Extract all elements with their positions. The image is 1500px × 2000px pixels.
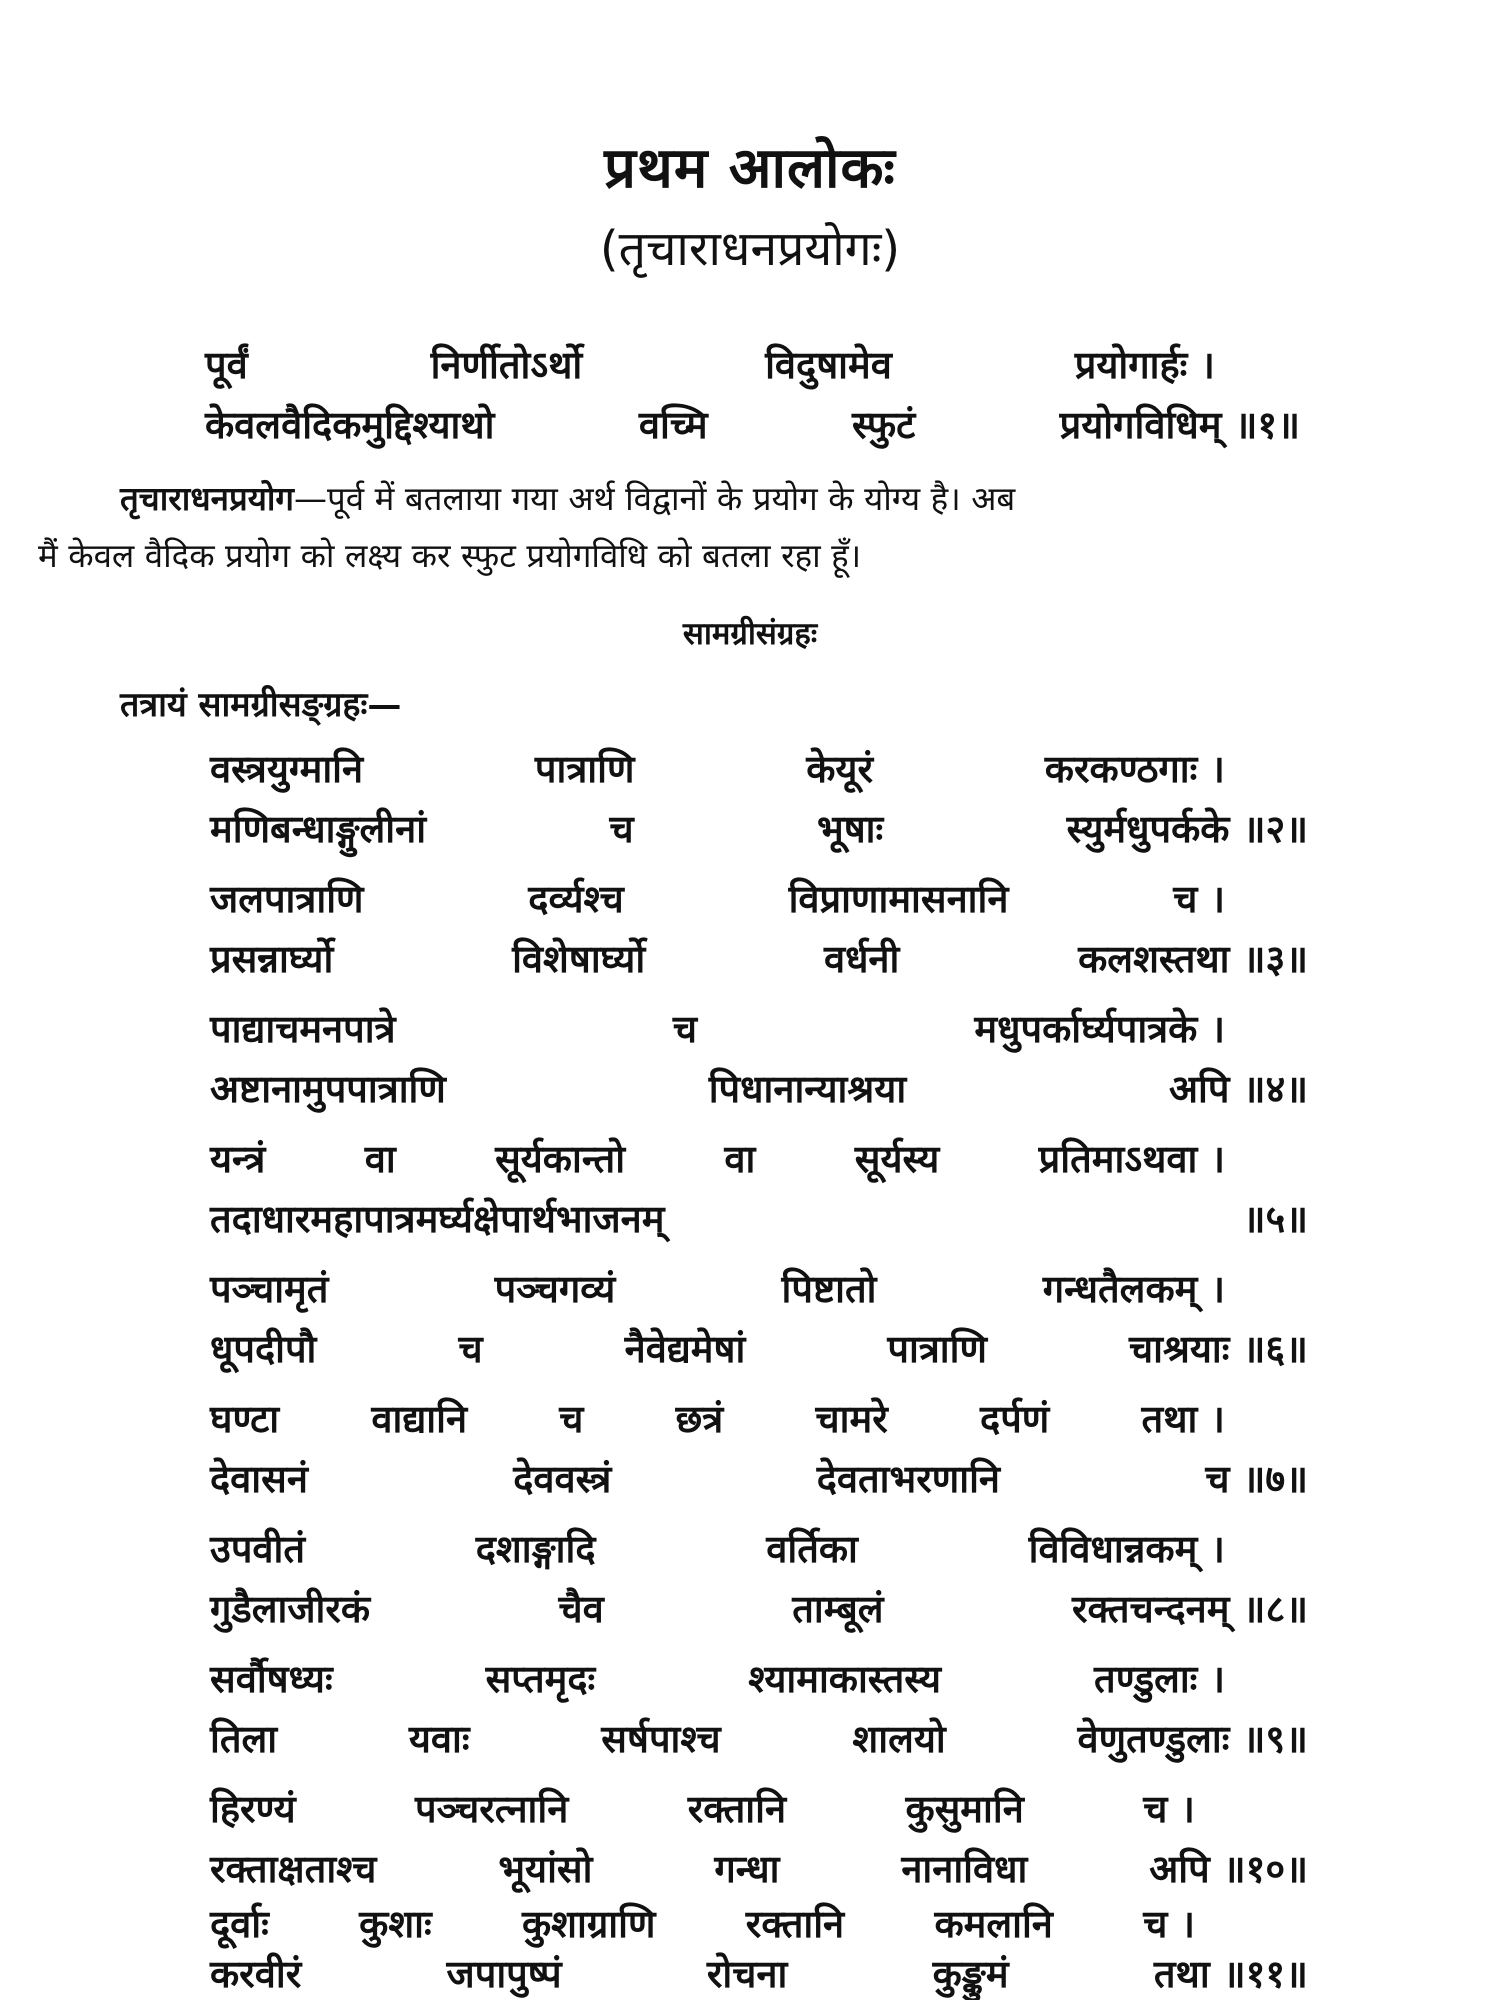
word: वर्तिका bbox=[766, 1526, 858, 1571]
word: यवाः bbox=[408, 1716, 470, 1761]
word: तदाधारमहापात्रमर्घ्यक्षेपार्थभाजनम् bbox=[210, 1196, 665, 1241]
word: च । bbox=[1143, 1901, 1195, 1946]
word: सूर्यस्य bbox=[854, 1136, 940, 1181]
word: पिधानान्याश्रया bbox=[708, 1066, 907, 1111]
word: चामरे bbox=[815, 1396, 888, 1441]
verse-6-line-2 bbox=[210, 1322, 1308, 1374]
word: यन्त्रं bbox=[210, 1136, 266, 1181]
word: पञ्चगव्यं bbox=[494, 1266, 616, 1311]
verse-3-line-2 bbox=[210, 932, 1308, 984]
word: रक्तानि bbox=[745, 1901, 845, 1946]
verse-8-line-1 bbox=[210, 1522, 1225, 1574]
word: तथा ॥११॥ bbox=[1153, 1951, 1308, 1996]
word: तथा । bbox=[1141, 1396, 1225, 1441]
word: श्यामाकास्तस्य bbox=[748, 1656, 942, 1701]
word: कमलानि bbox=[934, 1901, 1053, 1946]
verse-7-line-2 bbox=[210, 1452, 1308, 1504]
verse-5-line-1 bbox=[210, 1132, 1225, 1184]
word: गन्धतैलकम् । bbox=[1042, 1266, 1225, 1311]
word: उपवीतं bbox=[210, 1526, 306, 1571]
word: दशाङ्गादि bbox=[475, 1526, 596, 1571]
word: विविधान्नकम् । bbox=[1028, 1526, 1225, 1571]
word: स्युर्मधुपर्कके ॥२॥ bbox=[1066, 806, 1308, 851]
word: पात्राणि bbox=[887, 1326, 987, 1371]
word: वा bbox=[364, 1136, 396, 1181]
verse-2-line-1 bbox=[210, 742, 1225, 794]
word: सर्वौषध्यः bbox=[210, 1656, 333, 1701]
word: अपि ॥४॥ bbox=[1169, 1066, 1308, 1111]
word: विप्राणामासनानि bbox=[788, 876, 1009, 921]
word: देवासनं bbox=[210, 1456, 308, 1501]
word: ताम्बूलं bbox=[792, 1586, 884, 1631]
word: रक्ताक्षताश्च bbox=[210, 1846, 377, 1891]
verse-4-line-2 bbox=[210, 1062, 1308, 1114]
word: कलशस्तथा ॥३॥ bbox=[1078, 936, 1308, 981]
word: शालयो bbox=[852, 1716, 946, 1761]
verse-10-line-2 bbox=[210, 1842, 1308, 1894]
word: नानाविधा bbox=[901, 1846, 1028, 1891]
word: जलपात्राणि bbox=[210, 876, 364, 921]
word: स्फुटं bbox=[852, 402, 916, 447]
word: देवताभरणानि bbox=[816, 1456, 1001, 1501]
word: रक्तचन्दनम् ॥८॥ bbox=[1072, 1586, 1308, 1631]
section-heading: सामग्रीसंग्रहः bbox=[682, 616, 818, 652]
prose-heading: तृचाराधनप्रयोग bbox=[120, 479, 295, 518]
verse-3-line-1 bbox=[210, 872, 1225, 924]
word: प्रतिमाऽथवा । bbox=[1038, 1136, 1225, 1181]
verse-11-line-1 bbox=[210, 1897, 1195, 1949]
word: पिष्टातो bbox=[781, 1266, 877, 1311]
prose-text: मैं केवल वैदिक प्रयोग को लक्ष्य कर स्फुट प्रयोगविधि को बतला रहा हूँ। bbox=[38, 536, 862, 575]
page-subtitle: (तृचाराधनप्रयोगः) bbox=[599, 221, 901, 277]
word: च bbox=[609, 806, 634, 851]
prose-text: —पूर्व में बतलाया गया अर्थ विद्वानों के प्रयोग के योग्य है। अब bbox=[294, 479, 1016, 518]
word: प्रसन्नार्घ्यो bbox=[210, 936, 334, 981]
word: गुडैलाजीरकं bbox=[210, 1586, 371, 1631]
word: च । bbox=[1173, 876, 1225, 921]
word: रोचना bbox=[706, 1951, 788, 1996]
word: च ॥७॥ bbox=[1205, 1456, 1308, 1501]
word: निर्णीतोऽर्थो bbox=[430, 342, 583, 387]
word: करवीरं bbox=[210, 1951, 302, 1996]
word: रक्तानि bbox=[687, 1786, 787, 1831]
verse-2-line-2 bbox=[210, 802, 1308, 854]
word: भूयांसो bbox=[498, 1846, 593, 1891]
verse-4-line-1 bbox=[210, 1002, 1225, 1054]
word: धूपदीपौ bbox=[210, 1326, 317, 1371]
word: सर्षपाश्च bbox=[601, 1716, 721, 1761]
word: ॥५॥ bbox=[1242, 1196, 1308, 1241]
word: वाद्यानि bbox=[371, 1396, 468, 1441]
word: वस्त्रयुग्मानि bbox=[210, 746, 364, 791]
word: अष्टानामुपपात्राणि bbox=[210, 1066, 446, 1111]
collection-intro-line: तत्रायं सामग्रीसङ्ग्रहः— bbox=[120, 685, 402, 725]
verse-9-line-1 bbox=[210, 1652, 1225, 1704]
word: पात्राणि bbox=[534, 746, 635, 791]
word: दर्व्यश्च bbox=[528, 876, 624, 921]
intro-verse-line-2 bbox=[205, 398, 1300, 450]
word: कुसुमानि bbox=[905, 1786, 1024, 1831]
word: अपि ॥१०॥ bbox=[1149, 1846, 1308, 1891]
word: दर्पणं bbox=[980, 1396, 1050, 1441]
word: देववस्त्रं bbox=[513, 1456, 612, 1501]
word: दूर्वाः bbox=[210, 1901, 269, 1946]
page-title: प्रथम आलोकः bbox=[604, 135, 896, 201]
word: हिरण्यं bbox=[210, 1786, 296, 1831]
word: प्रयोगविधिम् ॥१॥ bbox=[1059, 402, 1300, 447]
word: विदुषामेव bbox=[765, 342, 892, 387]
prose-line-2 bbox=[38, 532, 861, 577]
word: कुङ्कुमं bbox=[932, 1951, 1009, 1996]
word: वेणुतण्डुलाः ॥९॥ bbox=[1077, 1716, 1308, 1761]
word: विशेषार्घ्यो bbox=[512, 936, 646, 981]
word: पूर्वं bbox=[205, 342, 248, 387]
verse-7-line-1 bbox=[210, 1392, 1225, 1444]
word: च bbox=[559, 1396, 584, 1441]
word: पञ्चामृतं bbox=[210, 1266, 329, 1311]
word: सूर्यकान्तो bbox=[495, 1136, 626, 1181]
word: छत्रं bbox=[675, 1396, 724, 1441]
word: नैवेद्यमेषां bbox=[624, 1326, 746, 1371]
word: पञ्चरत्नानि bbox=[415, 1786, 569, 1831]
word: चैव bbox=[558, 1586, 604, 1631]
word: वा bbox=[724, 1136, 756, 1181]
word: चाश्रयाः ॥६॥ bbox=[1129, 1326, 1308, 1371]
verse-8-line-2 bbox=[210, 1582, 1308, 1634]
word: च bbox=[458, 1326, 483, 1371]
word: गन्धा bbox=[714, 1846, 780, 1891]
verse-10-line-1 bbox=[210, 1782, 1195, 1834]
word: च bbox=[672, 1006, 698, 1051]
word: तण्डुलाः । bbox=[1094, 1656, 1225, 1701]
word: वच्मि bbox=[638, 402, 708, 447]
word: मधुपर्कार्घ्यपात्रके । bbox=[974, 1006, 1225, 1051]
word: पाद्याचमनपात्रे bbox=[210, 1006, 396, 1051]
verse-6-line-1 bbox=[210, 1262, 1225, 1314]
word: मणिबन्धाङ्गुलीनां bbox=[210, 806, 427, 851]
word: कुशाः bbox=[359, 1901, 432, 1946]
prose-line-1 bbox=[120, 475, 1015, 520]
verse-5-line-2 bbox=[210, 1192, 1308, 1244]
word: सप्तमृदः bbox=[485, 1656, 596, 1701]
word: भूषाः bbox=[817, 806, 884, 851]
word: घण्टा bbox=[210, 1396, 280, 1441]
verse-11-line-2 bbox=[210, 1947, 1308, 1999]
word: केयूरं bbox=[806, 746, 874, 791]
word: प्रयोगार्हः । bbox=[1074, 342, 1215, 387]
word: करकण्ठगाः । bbox=[1044, 746, 1225, 791]
verse-9-line-2 bbox=[210, 1712, 1308, 1764]
word: च । bbox=[1143, 1786, 1195, 1831]
word: केवलवैदिकमुद्दिश्याथो bbox=[205, 402, 495, 447]
word: जपापुष्पं bbox=[446, 1951, 562, 1996]
word: वर्धनी bbox=[823, 936, 900, 981]
word: कुशाग्राणि bbox=[522, 1901, 656, 1946]
word: तिला bbox=[210, 1716, 278, 1761]
intro-verse-line-1 bbox=[205, 338, 1215, 390]
